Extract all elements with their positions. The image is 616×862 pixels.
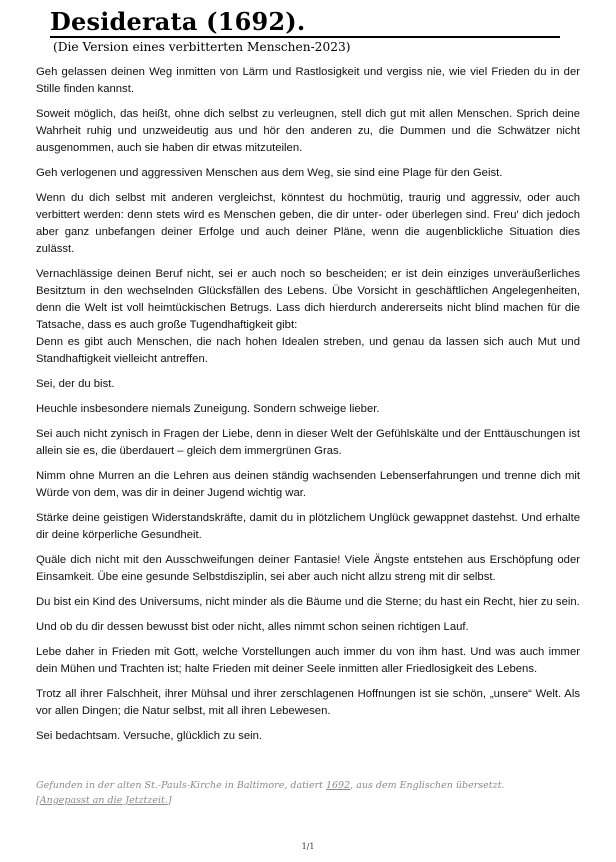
paragraph (36, 266, 580, 368)
paragraph (36, 165, 580, 182)
paragraph (36, 376, 580, 393)
paragraph-text: Sei bedachtsam. Versuche, glücklich zu sein. (36, 730, 263, 742)
paragraph-text: Sei, der du bist. (36, 378, 115, 390)
paragraph-text: Quäle dich nicht mit den Ausschweifungen deiner Fantasie! Viele Ängste entstehen aus Erschöpfung oder Einsamkeit. Übe eine gesunde Selbstdisziplin, sei aber auch nicht allzu streng mit dir selbst. (36, 554, 580, 583)
paragraph (36, 619, 580, 636)
paragraph (36, 510, 580, 544)
paragraph (36, 644, 580, 678)
adapted-note: Angepasst an die Jetztzeit. (39, 795, 168, 806)
paragraph (36, 728, 580, 745)
paragraph (36, 64, 580, 98)
source-text-2: , aus dem Englischen übersetzt. (350, 780, 505, 791)
paragraph-text: Denn es gibt auch Menschen, die nach hohen Idealen streben, und genau da lassen sich auch Mut und Standhaftigkeit vielleicht antreffen. (36, 336, 580, 365)
paragraph (36, 426, 580, 460)
source-text-1: Gefunden in der alten St.-Pauls-Kirche in Baltimore, datiert (36, 780, 326, 791)
paragraph (36, 106, 580, 157)
paragraph (36, 686, 580, 720)
paragraph-text: Heuchle insbesondere niemals Zuneigung. Sondern schweige lieber. (36, 403, 380, 415)
bracket-close: ] (167, 795, 172, 806)
paragraph-text: Nimm ohne Murren an die Lehren aus deinen ständig wachsenden Lebenserfahrungen und trenne dich mit Würde von dem, was dir in deiner Jugend wichtig war. (36, 470, 580, 499)
source-note (36, 778, 580, 808)
paragraph-text: Wenn du dich selbst mit anderen vergleichst, könntest du hochmütig, traurig und aggressiv, oder auch verbittert werden: denn stets wird es Menschen geben, die dir unter- oder überlegen sind. Freu' dich jedoch aber ganz unbefangen deiner Erfolge und auch deiner Pläne, wenn die augenblickliche Situation dies zulässt. (36, 192, 580, 255)
source-year: 1692 (325, 780, 351, 791)
paragraph (36, 552, 580, 586)
paragraph-text: Geh verlogenen und aggressiven Menschen aus dem Weg, sie sind eine Plage für den Geist. (36, 167, 503, 179)
document-header (50, 8, 560, 55)
paragraph-text: Vernachlässige deinen Beruf nicht, sei er auch noch so bescheiden; er ist dein einziges unveräußerliches Besitztum in den wechselnden Glücksfällen des Lebens. Übe Vorsicht in geschäftlichen Angelegenheiten, denn die Welt ist voll heimtückischen Betrugs. Lass dich hierdurch andererseits nicht blind machen für die Tatsache, dass es auch große Tugendhaftigkeit gibt: (36, 268, 580, 331)
paragraph-text: Lebe daher in Frieden mit Gott, welche Vorstellungen auch immer du von ihm hast. Und was auch immer dein Mühen und Trachten ist; halte Frieden mit deiner Seele inmitten aller Friedlosigkeit des Lebens. (36, 646, 580, 675)
adapted-line (36, 793, 580, 808)
paragraph (36, 594, 580, 611)
document-title: Desiderata (1692). (50, 8, 560, 38)
paragraph-text: Trotz all ihrer Falschheit, ihrer Mühsal und ihrer zerschlagenen Hoffnungen ist sie schön, „unsere“ Welt. Als vor allen Dingen; die Natur selbst, mit all ihren Lebewesen. (36, 688, 580, 717)
paragraph-text: Stärke deine geistigen Widerstandskräfte, damit du in plötzlichem Unglück gewappnet dastehst. Und erhalte dir deine körperliche Gesundheit. (36, 512, 580, 541)
paragraph-text: Geh gelassen deinen Weg inmitten von Lärm und Rastlosigkeit und vergiss nie, wie viel Frieden du in der Stille finden kannst. (36, 66, 580, 95)
paragraph-text: Sei auch nicht zynisch in Fragen der Liebe, denn in dieser Welt der Gefühlskälte und der Enttäuschungen ist allein sie es, die überdauert – gleich dem immergrünen Gras. (36, 428, 580, 457)
paragraph-text: Und ob du dir dessen bewusst bist oder nicht, alles nimmt schon seinen richtigen Lauf. (36, 621, 469, 633)
paragraph (36, 190, 580, 258)
paragraph-text: Du bist ein Kind des Universums, nicht minder als die Bäume und die Sterne; du hast ein Recht, hier zu sein. (36, 596, 580, 608)
page-number: 1/1 (301, 842, 315, 851)
document-body (36, 64, 580, 753)
paragraph (36, 468, 580, 502)
source-line (36, 778, 580, 793)
paragraph-text: Soweit möglich, das heißt, ohne dich selbst zu verleugnen, stell dich gut mit allen Menschen. Sprich deine Wahrheit ruhig und unzweideutig aus und hör den anderen zu, die Dummen und die Schwätzer nicht ausgenommen, auch sie haben dir etwas mitzuteilen. (36, 108, 580, 154)
paragraph (36, 401, 580, 418)
bracket-open: [ (36, 795, 40, 806)
document-subtitle: (Die Version eines verbitterten Menschen-2023) (53, 40, 351, 54)
